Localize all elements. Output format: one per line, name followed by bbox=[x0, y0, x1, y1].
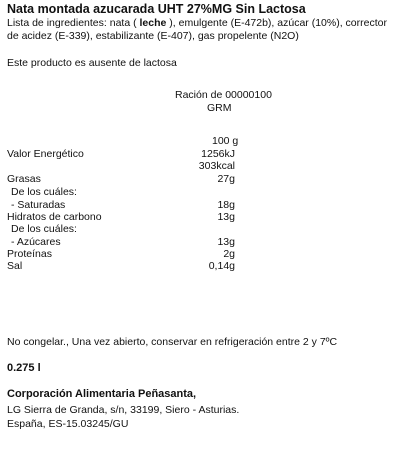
nutrition-label-carbs-of-which: De los cuáles: bbox=[11, 223, 77, 235]
lactose-note: Este producto es ausente de lactosa bbox=[7, 57, 177, 69]
product-title: Nata montada azucarada UHT 27%MG Sin Lactosa bbox=[7, 2, 306, 16]
per-amount: 100 g bbox=[212, 135, 239, 147]
nutrition-value-protein: 2g bbox=[223, 248, 235, 260]
ingredients-prefix: Lista de ingredientes: nata ( bbox=[7, 17, 140, 29]
storage-note: No congelar., Una vez abierto, conservar en refrigeración entre 2 y 7ºC bbox=[7, 336, 338, 348]
nutrition-label-fat-of-which: De los cuáles: bbox=[11, 186, 77, 198]
volume: 0.275 l bbox=[7, 362, 41, 374]
ingredients-list bbox=[7, 17, 395, 43]
company-address: LG Sierra de Granda, s/n, 33199, Siero - Asturias. bbox=[7, 404, 240, 416]
ration-unit: GRM bbox=[207, 102, 232, 114]
ration-label: Ración de 00000100 bbox=[175, 89, 272, 101]
nutrition-label-sugars: - Azúcares bbox=[11, 236, 61, 248]
nutrition-value-sugars: 13g bbox=[217, 236, 235, 248]
nutrition-label-protein: Proteínas bbox=[7, 248, 52, 260]
nutrition-label-saturated: - Saturadas bbox=[11, 199, 66, 211]
nutrition-label-salt: Sal bbox=[7, 260, 23, 272]
allergen-leche: leche bbox=[139, 17, 167, 29]
company-name: Corporación Alimentaria Peñasanta, bbox=[7, 388, 197, 400]
company-country-registration: España, ES-15.03245/GU bbox=[7, 418, 129, 430]
ingredients-suffix: ), emulgente (E-472b), azúcar (10%), corrector de acidez (E-339), estabilizante (E-407), gas propelente (N2O) bbox=[7, 17, 387, 42]
nutrition-value-saturated: 18g bbox=[217, 199, 235, 211]
nutrition-label-carbs: Hidratos de carbono bbox=[7, 211, 102, 223]
nutrition-value-energy-kj: 1256kJ bbox=[201, 148, 235, 160]
nutrition-label-fat: Grasas bbox=[7, 173, 41, 185]
nutrition-value-salt: 0,14g bbox=[208, 260, 235, 272]
nutrition-value-energy-kcal: 303kcal bbox=[198, 160, 235, 172]
nutrition-value-fat: 27g bbox=[217, 173, 235, 185]
nutrition-value-carbs: 13g bbox=[217, 211, 235, 223]
nutrition-label-energy: Valor Energético bbox=[7, 148, 84, 160]
